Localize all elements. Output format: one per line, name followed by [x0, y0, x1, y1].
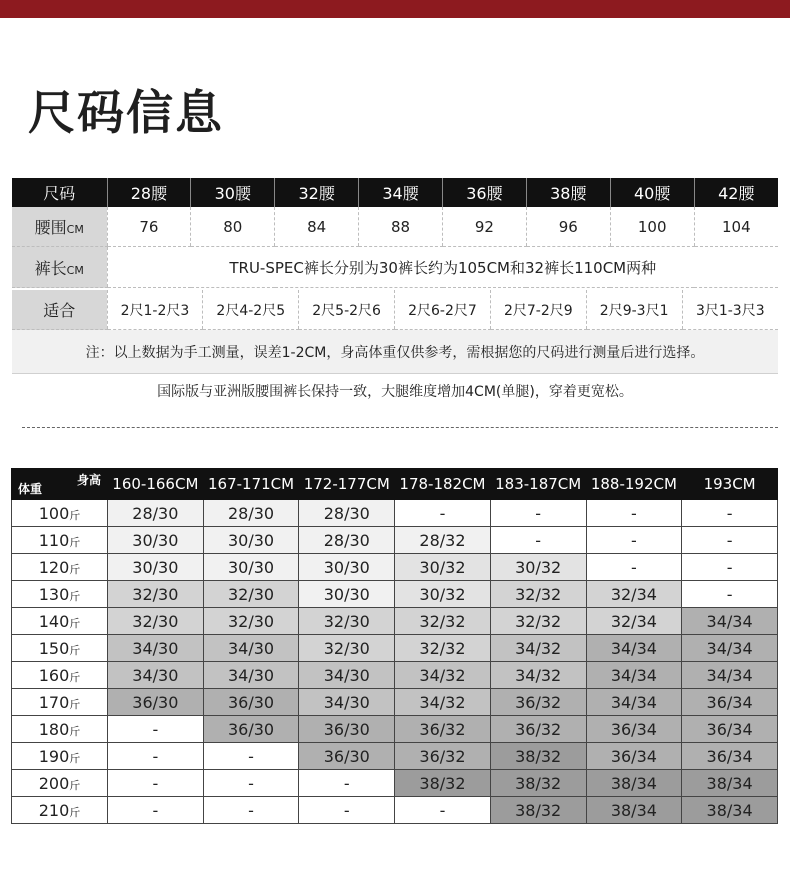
- size-recommendation-cell: 36/32: [490, 689, 586, 716]
- fit-value: 2尺1-2尺3: [107, 290, 203, 330]
- size-recommendation-cell: 36/34: [682, 716, 778, 743]
- weight-label: 110斤: [12, 527, 108, 554]
- size-recommendation-cell: -: [203, 743, 299, 770]
- weight-row: [12, 743, 778, 770]
- size-recommendation-cell: 28/30: [203, 500, 299, 527]
- size-recommendation-cell: 34/34: [586, 635, 682, 662]
- size-recommendation-cell: 30/32: [395, 581, 491, 608]
- size-recommendation-cell: 36/30: [108, 689, 204, 716]
- height-axis-label: 身高: [76, 473, 101, 487]
- corner-header: [12, 469, 108, 500]
- fit-value: 2尺4-2尺5: [203, 290, 299, 330]
- size-recommendation-cell: 38/34: [682, 770, 778, 797]
- size-recommendation-cell: 30/30: [203, 527, 299, 554]
- height-weight-table: [11, 468, 778, 824]
- weight-axis-label: 体重: [18, 482, 43, 496]
- size-recommendation-cell: 34/34: [682, 635, 778, 662]
- size-recommendation-cell: 32/30: [108, 608, 204, 635]
- weight-label: 100斤: [12, 500, 108, 527]
- fit-row: [12, 290, 778, 330]
- weight-label: 200斤: [12, 770, 108, 797]
- size-recommendation-cell: 38/32: [490, 770, 586, 797]
- size-recommendation-cell: 36/30: [203, 689, 299, 716]
- size-recommendation-cell: 32/32: [490, 608, 586, 635]
- height-range: 178-182CM: [395, 469, 491, 500]
- size-recommendation-cell: 28/30: [299, 500, 395, 527]
- size-recommendation-cell: 36/32: [395, 743, 491, 770]
- size-recommendation-cell: -: [490, 527, 586, 554]
- size-38: 38腰: [526, 178, 610, 207]
- size-recommendation-cell: 34/34: [586, 662, 682, 689]
- size-recommendation-cell: -: [682, 581, 778, 608]
- height-range: 167-171CM: [203, 469, 299, 500]
- weight-label: 160斤: [12, 662, 108, 689]
- weight-row: [12, 689, 778, 716]
- weight-label: 140斤: [12, 608, 108, 635]
- size-recommendation-cell: 34/30: [108, 662, 204, 689]
- size-recommendation-cell: 28/32: [395, 527, 491, 554]
- fit-value: 2尺9-3尺1: [586, 290, 682, 330]
- waist-value: 84: [275, 207, 359, 247]
- weight-row: [12, 770, 778, 797]
- weight-row: [12, 581, 778, 608]
- weight-row: [12, 500, 778, 527]
- size-recommendation-cell: 36/34: [682, 743, 778, 770]
- size-recommendation-cell: -: [299, 797, 395, 824]
- size-recommendation-cell: 30/32: [395, 554, 491, 581]
- size-recommendation-cell: -: [108, 797, 204, 824]
- size-recommendation-cell: -: [682, 500, 778, 527]
- size-recommendation-cell: 30/30: [299, 554, 395, 581]
- size-recommendation-cell: 36/32: [490, 716, 586, 743]
- fit-table: [12, 290, 778, 374]
- weight-label: 210斤: [12, 797, 108, 824]
- size-recommendation-cell: 36/30: [299, 743, 395, 770]
- size-recommendation-cell: 32/32: [395, 608, 491, 635]
- height-range: 188-192CM: [586, 469, 682, 500]
- size-recommendation-cell: 38/34: [586, 797, 682, 824]
- fit-value: 2尺7-2尺9: [490, 290, 586, 330]
- size-recommendation-cell: 34/30: [299, 662, 395, 689]
- size-recommendation-cell: 30/30: [108, 554, 204, 581]
- size-recommendation-cell: -: [108, 770, 204, 797]
- size-42: 42腰: [694, 178, 778, 207]
- height-range: 172-177CM: [299, 469, 395, 500]
- fit-label: 适合: [12, 290, 107, 330]
- size-recommendation-cell: 36/34: [682, 689, 778, 716]
- height-weight-body: [12, 500, 778, 824]
- size-recommendation-cell: 38/34: [586, 770, 682, 797]
- length-text: TRU-SPEC裤长分别为30裤长约为105CM和32裤长110CM两种: [107, 247, 778, 288]
- size-recommendation-cell: -: [108, 743, 204, 770]
- size-recommendation-cell: -: [203, 797, 299, 824]
- size-recommendation-cell: -: [586, 554, 682, 581]
- size-recommendation-cell: 36/30: [203, 716, 299, 743]
- size-recommendation-cell: 30/30: [108, 527, 204, 554]
- height-header-row: [12, 469, 778, 500]
- size-recommendation-cell: -: [586, 500, 682, 527]
- weight-row: [12, 662, 778, 689]
- size-recommendation-cell: -: [299, 770, 395, 797]
- size-info-table: [12, 178, 778, 288]
- waist-label: 腰围CM: [12, 207, 107, 247]
- size-recommendation-cell: 32/30: [203, 581, 299, 608]
- size-recommendation-cell: -: [682, 527, 778, 554]
- top-accent-bar: [0, 0, 790, 18]
- weight-label: 180斤: [12, 716, 108, 743]
- fit-value: 3尺1-3尺3: [682, 290, 778, 330]
- height-range: 183-187CM: [490, 469, 586, 500]
- size-recommendation-cell: 34/32: [395, 662, 491, 689]
- size-recommendation-cell: 32/32: [395, 635, 491, 662]
- size-recommendation-cell: 32/30: [108, 581, 204, 608]
- fit-caption: 国际版与亚洲版腰围裤长保持一致，大腿维度增加4CM(单腿)，穿着更宽松。: [157, 384, 633, 400]
- waist-value: 76: [107, 207, 191, 247]
- size-recommendation-cell: 34/34: [586, 689, 682, 716]
- height-range: 193CM: [682, 469, 778, 500]
- size-recommendation-cell: 32/32: [490, 581, 586, 608]
- size-recommendation-cell: 34/34: [682, 662, 778, 689]
- size-32: 32腰: [275, 178, 359, 207]
- size-recommendation-cell: 36/34: [586, 716, 682, 743]
- length-label: 裤长CM: [12, 247, 107, 288]
- weight-row: [12, 608, 778, 635]
- size-36: 36腰: [443, 178, 527, 207]
- size-recommendation-cell: 36/34: [586, 743, 682, 770]
- weight-row: [12, 527, 778, 554]
- size-recommendation-cell: 32/30: [203, 608, 299, 635]
- size-recommendation-cell: 34/32: [395, 689, 491, 716]
- note-text: 注：以上数据为手工测量，误差1-2CM，身高体重仅供参考，需根据您的尺码进行测量后进行选择。: [12, 330, 778, 374]
- waist-value: 96: [526, 207, 610, 247]
- weight-label: 190斤: [12, 743, 108, 770]
- size-recommendation-cell: 34/30: [299, 689, 395, 716]
- size-recommendation-cell: -: [395, 500, 491, 527]
- size-recommendation-cell: 34/30: [203, 662, 299, 689]
- size-recommendation-cell: 38/32: [490, 797, 586, 824]
- size-recommendation-cell: 28/30: [299, 527, 395, 554]
- size-recommendation-cell: 32/30: [299, 608, 395, 635]
- size-recommendation-cell: 38/32: [395, 770, 491, 797]
- weight-label: 150斤: [12, 635, 108, 662]
- waist-value: 92: [443, 207, 527, 247]
- size-recommendation-cell: 30/32: [490, 554, 586, 581]
- size-30: 30腰: [191, 178, 275, 207]
- size-recommendation-cell: 34/34: [682, 608, 778, 635]
- weight-row: [12, 716, 778, 743]
- weight-label: 130斤: [12, 581, 108, 608]
- height-range: 160-166CM: [108, 469, 204, 500]
- waist-value: 80: [191, 207, 275, 247]
- size-recommendation-cell: 38/32: [490, 743, 586, 770]
- size-recommendation-cell: 28/30: [108, 500, 204, 527]
- size-recommendation-cell: -: [395, 797, 491, 824]
- size-recommendation-cell: -: [682, 554, 778, 581]
- page-title: 尺码信息: [28, 86, 224, 141]
- size-recommendation-cell: 34/32: [490, 662, 586, 689]
- section-divider: [22, 427, 778, 428]
- length-row: [12, 247, 778, 288]
- size-recommendation-cell: -: [586, 527, 682, 554]
- size-recommendation-cell: -: [108, 716, 204, 743]
- weight-row: [12, 797, 778, 824]
- fit-value: 2尺6-2尺7: [395, 290, 491, 330]
- size-recommendation-cell: 30/30: [299, 581, 395, 608]
- waist-value: 104: [694, 207, 778, 247]
- size-recommendation-cell: 32/34: [586, 608, 682, 635]
- size-recommendation-cell: 30/30: [203, 554, 299, 581]
- size-header-label: 尺码: [12, 178, 107, 207]
- weight-label: 170斤: [12, 689, 108, 716]
- size-recommendation-cell: 32/34: [586, 581, 682, 608]
- waist-value: 100: [610, 207, 694, 247]
- size-recommendation-cell: 34/30: [108, 635, 204, 662]
- size-recommendation-cell: 32/30: [299, 635, 395, 662]
- size-34: 34腰: [359, 178, 443, 207]
- size-header-row: [12, 178, 778, 207]
- waist-row: [12, 207, 778, 247]
- size-recommendation-cell: 34/30: [203, 635, 299, 662]
- fit-value: 2尺5-2尺6: [299, 290, 395, 330]
- size-recommendation-cell: 36/30: [299, 716, 395, 743]
- size-recommendation-cell: -: [203, 770, 299, 797]
- size-recommendation-cell: 36/32: [395, 716, 491, 743]
- size-recommendation-cell: -: [490, 500, 586, 527]
- size-28: 28腰: [107, 178, 191, 207]
- size-40: 40腰: [610, 178, 694, 207]
- waist-value: 88: [359, 207, 443, 247]
- weight-row: [12, 635, 778, 662]
- weight-row: [12, 554, 778, 581]
- size-recommendation-cell: 38/34: [682, 797, 778, 824]
- size-recommendation-cell: 34/32: [490, 635, 586, 662]
- weight-label: 120斤: [12, 554, 108, 581]
- note-row: [12, 330, 778, 374]
